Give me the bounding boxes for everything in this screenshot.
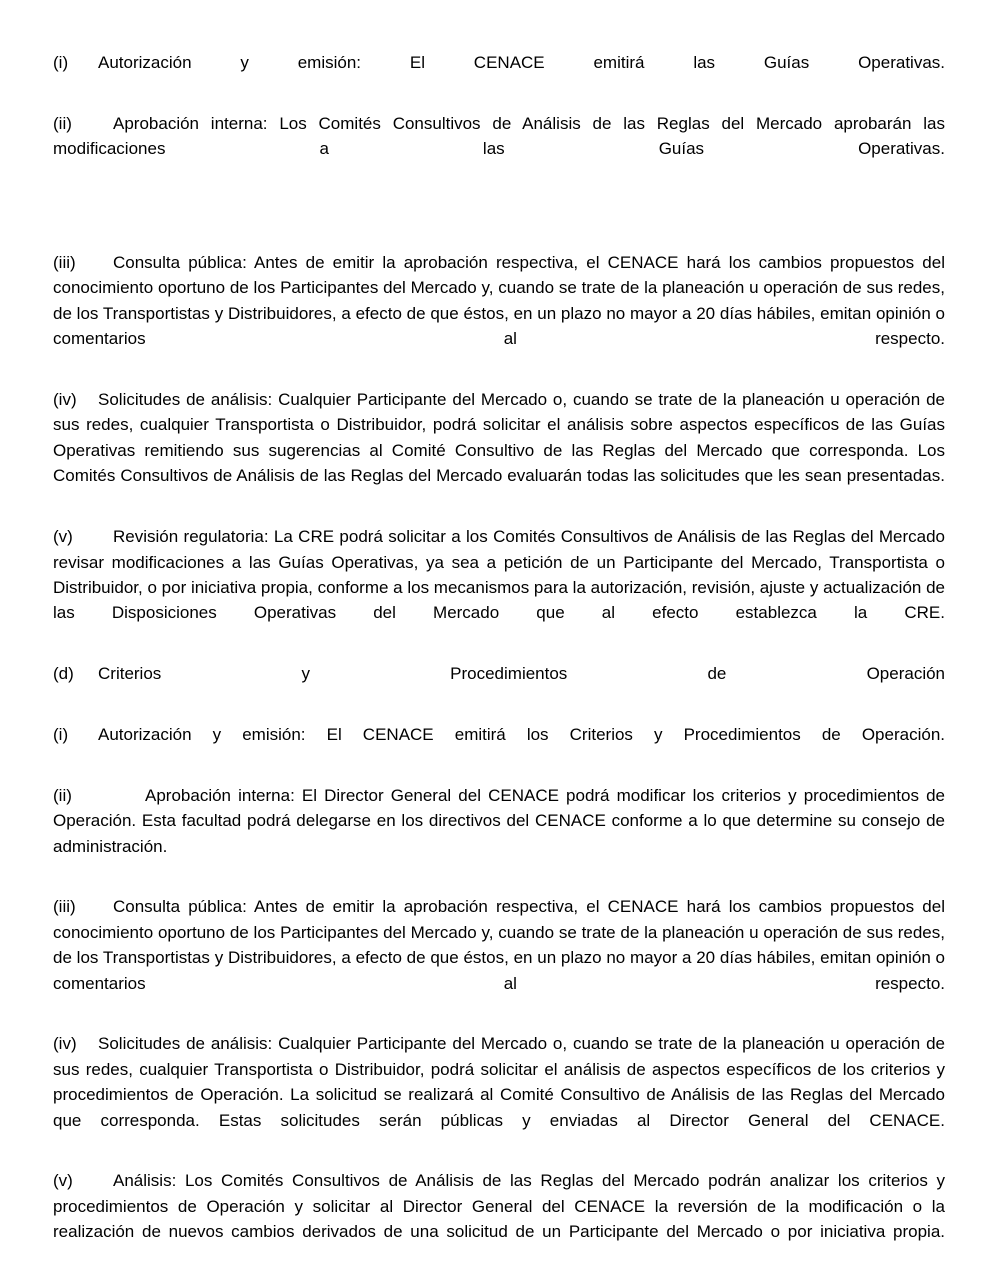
- paragraph-text: Autorización y emisión: El CENACE emitirá las Guías Operativas.: [98, 53, 945, 72]
- list-marker-iii: (iii): [53, 253, 76, 273]
- paragraph-iii-criterios: [53, 894, 945, 1021]
- list-marker-v: (v): [53, 527, 73, 547]
- paragraph-iii-guias: [53, 250, 945, 377]
- paragraph-text: Consulta pública: Antes de emitir la aprobación respectiva, el CENACE hará los cambios propuestos del conocimiento oportuno de los Participantes del Mercado y, cuando se trate de la planeación u operación de sus redes, de los Transportistas y Distribuidores, a efecto de que éstos, en un plazo no mayor a 20 días hábiles, emitan opinión o comentarios al respecto.: [53, 253, 945, 349]
- list-marker-i: (i): [53, 53, 69, 72]
- list-marker-d: (d): [53, 664, 74, 684]
- list-marker-ii: (ii): [53, 113, 72, 133]
- paragraph-text: Revisión regulatoria: La CRE podrá solicitar a los Comités Consultivos de Análisis de las Reglas del Mercado revisar modificaciones a las Guías Operativas, ya sea a petición de un Participante del Mercado, Transportista o Distribuidor, o por iniciativa propia, conforme a los mecanismos para la autorización, revisión, ajuste y actualización de las Disposiciones Operativas del Mercado que al efecto establezca la CRE.: [53, 527, 945, 623]
- paragraph-v-criterios: [53, 1168, 945, 1270]
- list-marker-ii: (ii): [53, 785, 72, 805]
- paragraph-iv-criterios: [53, 1031, 945, 1158]
- list-marker-v: (v): [53, 1171, 73, 1191]
- paragraph-text: Análisis: Los Comités Consultivos de Análisis de las Reglas del Mercado podrán analizar los criterios y procedimientos de Operación y solicitar al Director General del CENACE la reversión de la modificación o la realización de nuevos cambios derivados de una solicitud de un Participante del Mercado o por iniciativa propia.: [53, 1171, 945, 1242]
- paragraph-text: Autorización y emisión: El CENACE emitirá los Criterios y Procedimientos de Operación.: [98, 724, 945, 744]
- paragraph-text: Solicitudes de análisis: Cualquier Participante del Mercado o, cuando se trate de la planeación u operación de sus redes, cualquier Transportista o Distribuidor, podrá solicitar el análisis sobre aspectos específicos de las Guías Operativas remitiendo sus sugerencias al Comité Consultivo de las Reglas del Mercado que corresponda. Los Comités Consultivos de Análisis de las Reglas del Mercado evaluarán todas las solicitudes que les sean presentadas.: [53, 390, 945, 486]
- paragraph-ii-guias: [53, 111, 945, 187]
- paragraph-text: Solicitudes de análisis: Cualquier Participante del Mercado o, cuando se trate de la planeación u operación de sus redes, cualquier Transportista o Distribuidor, podrá solicitar el análisis de aspectos específicos de los criterios y procedimientos de Operación. La solicitud se realizará al Comité Consultivo de Análisis de las Reglas del Mercado que corresponda. Estas solicitudes serán públicas y enviadas al Director General del CENACE.: [53, 1034, 945, 1130]
- paragraph-text: Consulta pública: Antes de emitir la aprobación respectiva, el CENACE hará los cambios propuestos del conocimiento oportuno de los Participantes del Mercado y, cuando se trate de la planeación u operación de sus redes, de los Transportistas y Distribuidores, a efecto de que éstos, en un plazo no mayor a 20 días hábiles, emitan opinión o comentarios al respecto.: [53, 897, 945, 993]
- document-body: [53, 50, 945, 1280]
- list-marker-iv: (iv): [53, 390, 77, 410]
- paragraph-spacer: [53, 197, 945, 250]
- paragraph-i-guias: [53, 50, 945, 101]
- paragraph-ii-criterios: [53, 783, 945, 885]
- heading-text: Criterios y Procedimientos de Operación: [98, 664, 945, 684]
- paragraph-i-criterios: [53, 722, 945, 773]
- list-marker-i: (i): [53, 724, 69, 744]
- paragraph-v-guias: [53, 524, 945, 651]
- paragraph-text: Aprobación interna: Los Comités Consultivos de Análisis de las Reglas del Mercado aprobarán las modificaciones a las Guías Operativas.: [53, 113, 945, 159]
- paragraph-iv-guias: [53, 387, 945, 514]
- list-marker-iv: (iv): [53, 1034, 77, 1054]
- paragraph-text: Aprobación interna: El Director General del CENACE podrá modificar los criterios y procedimientos de Operación. Esta facultad podrá delegarse en los directivos del CENACE conforme a lo que determine su consejo de administración.: [53, 785, 945, 856]
- heading-d-criterios: [53, 661, 945, 712]
- list-marker-iii: (iii): [53, 897, 76, 917]
